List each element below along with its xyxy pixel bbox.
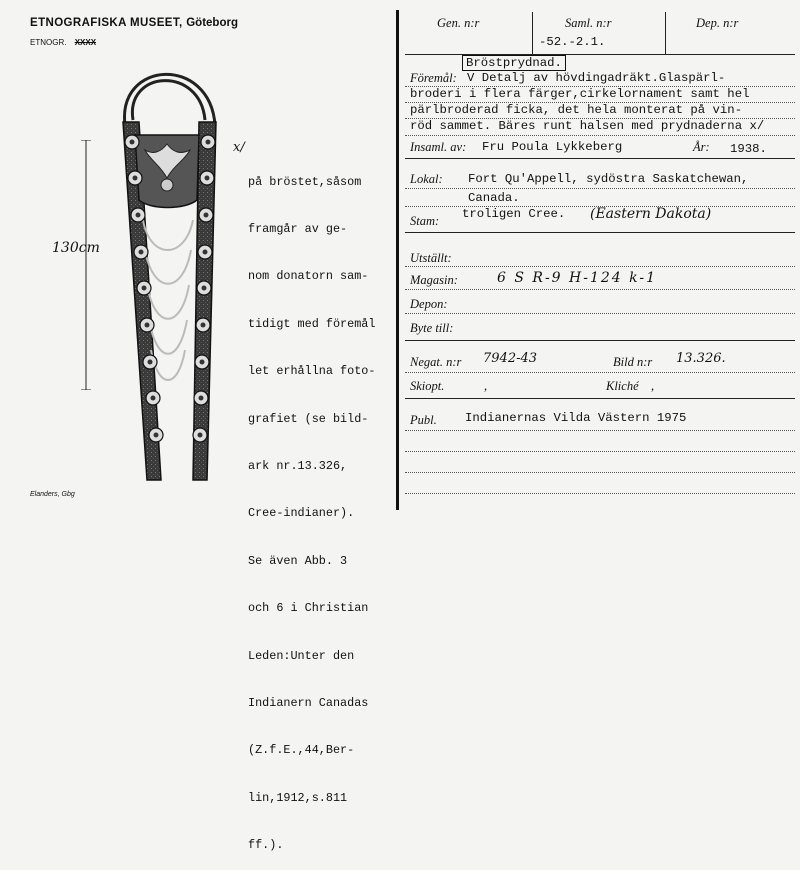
foremal-line: pärlbroderad ficka, det hela monterat på vin- — [410, 103, 743, 117]
lokal-line-1: Fort Qu'Appell, sydöstra Saskatchewan, — [468, 172, 749, 186]
lokal-line-2: Canada. — [468, 191, 520, 205]
negat-label: Negat. n:r — [410, 355, 462, 369]
top-row-separator — [665, 12, 666, 54]
magasin-label: Magasin: — [410, 273, 458, 287]
depon-label: Depon: — [410, 297, 448, 311]
byte-label: Byte till: — [410, 321, 454, 335]
rule — [405, 398, 795, 399]
museum-name: ETNOGRAFISKA MUSEET, — [30, 17, 183, 29]
publ-value: Indianernas Vilda Västern 1975 — [465, 411, 687, 425]
stam-note: (Eastern Dakota) — [590, 206, 712, 222]
foremal-line: broderi i flera färger,cirkelornament samt hel — [410, 87, 750, 101]
etnogr-label: ETNOGR. — [30, 38, 67, 47]
dotted-rule — [405, 430, 795, 431]
struck-text: XXXX — [74, 38, 97, 47]
dep-nr-label: Dep. n:r — [696, 16, 739, 30]
dotted-rule — [405, 118, 795, 119]
printer-credit: Elanders, Gbg — [30, 491, 75, 498]
desc-line: och 6 i Christian — [248, 601, 369, 616]
saml-nr-value: -52.-2.1. — [539, 35, 606, 49]
saml-nr-label: Saml. n:r — [565, 16, 612, 30]
etnogr-subheader — [30, 38, 96, 47]
insaml-value: Fru Poula Lykkeberg — [482, 140, 623, 154]
rule — [405, 158, 795, 159]
desc-line: grafiet (se bild- — [248, 411, 369, 426]
insaml-label: Insaml. av: — [410, 140, 467, 154]
desc-line: tidigt med föremål — [248, 316, 376, 331]
desc-line: Cree-indianer). — [248, 506, 355, 521]
rule — [405, 340, 795, 341]
kliche-label: Kliché — [606, 379, 639, 393]
breastplate-photo — [95, 60, 245, 490]
desc-line: framgår av ge- — [248, 221, 348, 236]
gen-nr-label: Gen. n:r — [437, 16, 480, 30]
desc-line: Leden:Unter den — [248, 648, 355, 663]
foremal-label: Föremål: — [410, 71, 457, 85]
lokal-label: Lokal: — [410, 172, 443, 186]
continued-description — [248, 143, 375, 870]
skiopt-label: Skiopt. — [410, 379, 445, 393]
footnote-mark: x/ — [233, 140, 245, 155]
publ-label: Publ. — [410, 413, 437, 427]
ar-label: År: — [693, 140, 710, 154]
dotted-rule — [405, 266, 795, 267]
dotted-rule — [405, 188, 795, 189]
kliche-value: , — [651, 379, 655, 393]
dotted-rule — [405, 86, 795, 87]
skiopt-value: , — [484, 379, 488, 393]
card-divider — [396, 10, 399, 510]
desc-line: Indianern Canadas — [248, 695, 369, 710]
desc-line: på bröstet,såsom — [248, 174, 362, 189]
ar-value: 1938. — [730, 142, 767, 156]
dotted-rule — [405, 493, 795, 494]
desc-line: (Z.f.E.,44,Ber- — [248, 743, 355, 758]
dotted-rule — [405, 372, 795, 373]
negat-value: 7942-43 — [483, 351, 538, 366]
desc-line: ark nr.13.326, — [248, 458, 348, 473]
magasin-value: 6 S R-9 H-124 k-1 — [497, 270, 658, 286]
desc-line: nom donatorn sam- — [248, 269, 369, 284]
item-name: Bröstprydnad. — [462, 55, 566, 71]
desc-line: ff.). — [248, 838, 284, 853]
foremal-line: V Detalj av hövdingadräkt.Glaspärl- — [467, 71, 726, 85]
museum-city: Göteborg — [186, 17, 238, 29]
desc-line: let erhållna foto- — [248, 364, 376, 379]
utstallt-label: Utställt: — [410, 251, 452, 265]
dotted-rule — [405, 135, 795, 136]
top-row-separator — [532, 12, 533, 54]
size-label: 130cm — [52, 240, 100, 256]
bild-value: 13.326. — [676, 351, 726, 366]
dotted-rule — [405, 472, 795, 473]
museum-header — [30, 17, 238, 29]
dotted-rule — [405, 313, 795, 314]
dotted-rule — [405, 289, 795, 290]
stam-value: troligen Cree. — [462, 207, 566, 221]
desc-line: Se även Abb. 3 — [248, 553, 348, 568]
foremal-line: röd sammet. Bäres runt halsen med prydnaderna x/ — [410, 119, 765, 133]
dotted-rule — [405, 102, 795, 103]
stam-label: Stam: — [410, 214, 440, 228]
height-measure-line — [78, 140, 98, 390]
dotted-rule — [405, 451, 795, 452]
desc-line: lin,1912,s.811 — [248, 790, 348, 805]
rule — [405, 232, 795, 233]
bild-label: Bild n:r — [613, 355, 653, 369]
